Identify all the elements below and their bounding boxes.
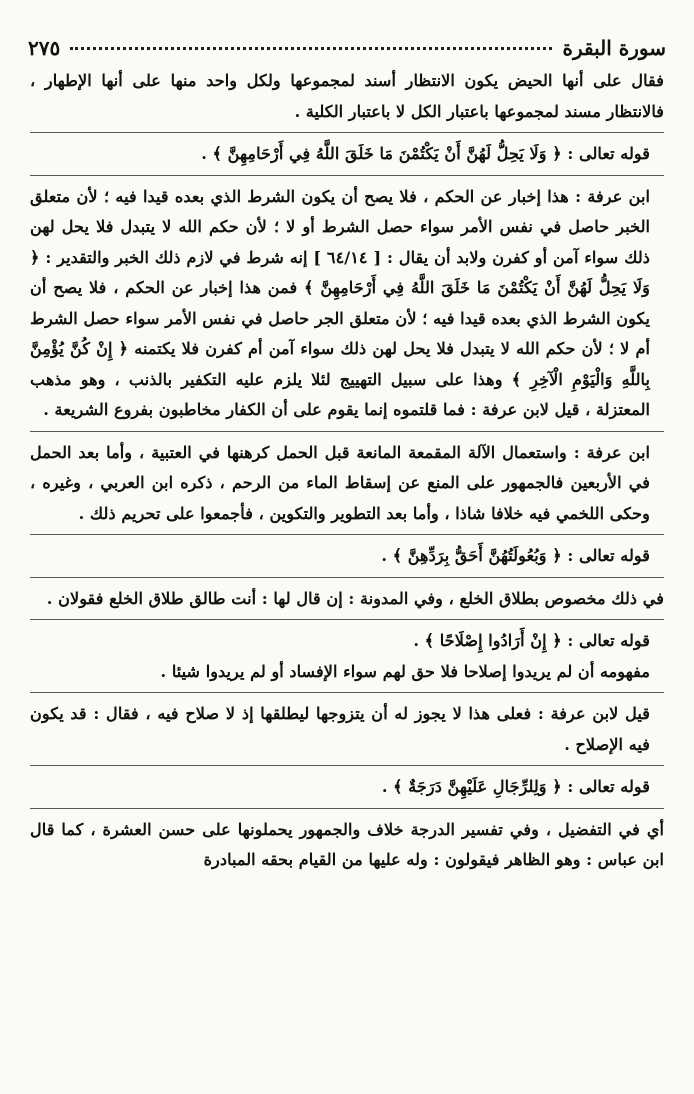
divider: [30, 534, 664, 535]
page-header: [28, 30, 666, 66]
paragraph: قيل لابن عرفة : فعلى هذا لا يجوز له أن يتزوجها ليطلقها إذ لا صلاح فيه ، فقال : قد يكون فيه الإصلاح .: [30, 704, 650, 754]
verse-heading: قوله تعالى : ﴿ وَلِلرِّجَالِ عَلَيْهِنَّ دَرَجَةٌ ﴾ .: [381, 777, 650, 796]
header-dotted-rule: [70, 47, 552, 50]
paragraph: في ذلك مخصوص بطلاق الخلع ، وفي المدونة : إن قال لها : أنت طالق طلاق الخلع فقولان .: [46, 588, 664, 608]
divider: [30, 132, 664, 133]
paragraph: مفهومه أن لم يريدوا إصلاحا فلا حق لهم سواء الإفساد أو لم يريدوا شيئا .: [160, 661, 650, 681]
page-body: [30, 66, 664, 876]
surah-title: سورة البقرة: [562, 36, 666, 60]
divider: [30, 619, 664, 620]
divider: [30, 431, 664, 432]
verse-heading: قوله تعالى : ﴿ إِنْ أَرَادُوا إِصْلَاحًا ﴾ .: [413, 631, 650, 650]
divider: [30, 175, 664, 176]
divider: [30, 577, 664, 578]
page-number: ٢٧٥: [28, 36, 61, 60]
divider: [30, 808, 664, 809]
verse-heading: قوله تعالى : ﴿ وَبُعُولَتُهُنَّ أَحَقُّ بِرَدِّهِنَّ ﴾ .: [381, 546, 650, 565]
paragraph: فقال على أنها الحيض يكون الانتظار أسند لمجموعها ولكل واحد منها على أنها الإطهار ، فالانتظار مسند لمجموعها باعتبار الكل لا باعتبار الكلية .: [30, 71, 664, 121]
paragraph: ابن عرفة : واستعمال الآلة المقمعة المانعة قبل الحمل كرهنها في العتبية ، وأما بعد الحمل في الأربعين فالجمهور على المنع عن إسقاط الماء من الرحم ، ذكره ابن العربي ، وغيره ، وحكى اللخمي فيه خلافا شاذا ، وأما بعد التطوير والتكوين ، فأجمعوا على تحريم ذلك .: [30, 442, 650, 523]
divider: [30, 692, 664, 693]
paragraph: أي في التفضيل ، وفي تفسير الدرجة خلاف والجمهور يحملونها على حسن العشرة ، كما قال ابن عباس : وهو الظاهر فيقولون : وله عليها من القيام بحقه المبادرة: [30, 819, 664, 869]
paragraph: ابن عرفة : هذا إخبار عن الحكم ، فلا يصح أن يكون الشرط الذي بعده قيدا فيه ؛ لأن متعلق الخبر حاصل في نفس الأمر سواء حصل الشرط أو لا ؛ لأن حكم الله لا يتبدل فلا يحل لهن ذلك سواء آمن أو كفرن ولابد أن يقال : [ ٦٤/١٤ ] إنه شرط في لازم ذلك الخبر والتقدير : ﴿ وَلَا يَحِلُّ لَهُنَّ أَنْ يَكْتُمْنَ مَا خَلَقَ اللَّهُ فِي أَرْحَامِهِنَّ ﴾ فمن هذا إخبار عن الحكم ، فلا يصح أن يكون الشرط الذي بعده قيدا فيه ؛ لأن متعلق الجر حاصل في نفس الأمر سواء حصل الشرط أم لا ؛ لأن حكم الله لا يتبدل فلا يحل لهن ذلك سواء آمن أم كفرن فلا يكتمنه ﴿ إِنْ كُنَّ يُؤْمِنَّ بِاللَّهِ وَالْيَوْمِ الْآخِرِ ﴾ وهذا على سبيل التهييج لئلا يلزم عليه التكفير بالذنب ، وهو مذهب المعتزلة ، قيل لابن عرفة : فما قلتموه إنما يقوم على أن الكفار مخاطبون بفروع الشريعة .: [30, 186, 651, 419]
divider: [30, 765, 664, 766]
verse-heading: قوله تعالى : ﴿ وَلَا يَحِلُّ لَهُنَّ أَنْ يَكْتُمْنَ مَا خَلَقَ اللَّهُ فِي أَرْحَامِهِنَّ ﴾ .: [201, 144, 650, 163]
